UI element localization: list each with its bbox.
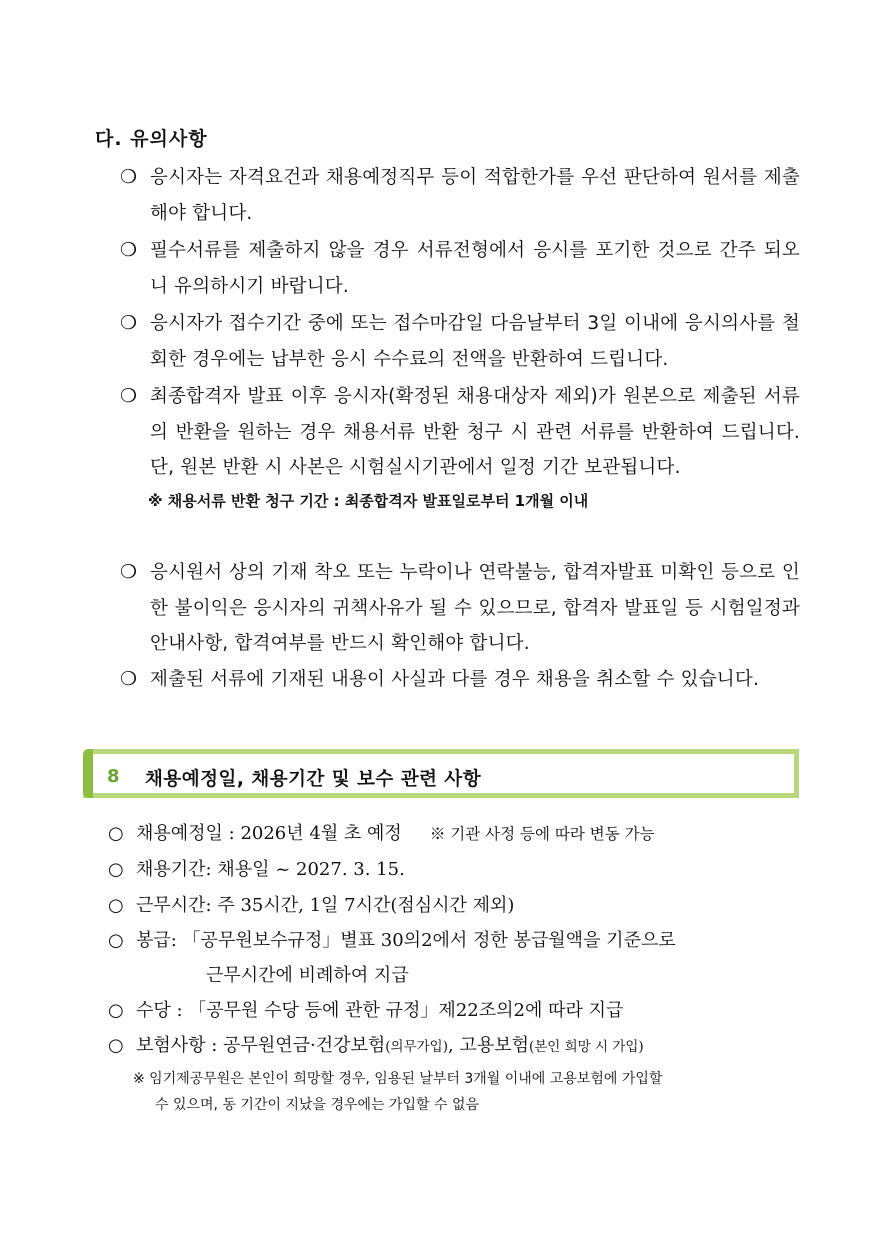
notice-text: 필수서류를 제출하지 않을 경우 서류전형에서 응시를 포기한 것으로 간주 되오니 유의하시기 바랍니다. xyxy=(150,240,800,297)
notice-item xyxy=(120,662,800,698)
notice-item xyxy=(120,555,800,662)
notice-subnote: ※ 채용서류 반환 청구 기간 : 최종합격자 발표일로부터 1개월 이내 xyxy=(148,491,589,510)
circle-bullet-icon: ○ xyxy=(108,859,124,880)
employment-date: 채용예정일 : 2026년 4월 초 예정 xyxy=(136,823,402,844)
working-hours: 근무시간: 주 35시간, 1일 7시간(점심시간 제외) xyxy=(136,895,515,916)
circle-bullet-icon: ○ xyxy=(108,1000,124,1021)
info-item-date xyxy=(108,816,803,852)
insurance-note xyxy=(133,1066,808,1118)
circle-bullet-icon: ○ xyxy=(108,930,124,951)
insurance-note-line-1: ※ 임기제공무원은 본인이 희망할 경우, 임용된 날부터 3개월 이내에 고용보험에 가입할 xyxy=(133,1071,663,1087)
notice-text: 제출된 서류에 기재된 내용이 사실과 다를 경우 채용을 취소할 수 있습니다. xyxy=(150,669,760,690)
notice-text: 응시자가 접수기간 중에 또는 접수마감일 다음날부터 3일 이내에 응시의사를 철회한 경우에는 납부한 응시 수수료의 전액을 반환하여 드립니다. xyxy=(150,313,800,370)
employment-date-note: ※ 기관 사정 등에 따라 변동 가능 xyxy=(429,825,655,843)
notice-text: 최종합격자 발표 이후 응시자(확정된 채용대상자 제외)가 원본으로 제출된 서류의 반환을 원하는 경우 채용서류 반환 청구 시 관련 서류를 반환하여 드립니다. 단, 원본 반환 시 사본은 시험실시기관에서 일정 기간 보관됩니다. xyxy=(150,386,800,478)
info-item-hours xyxy=(108,888,803,923)
insurance-mandatory: (의무가입) xyxy=(385,1039,448,1055)
allowance: 수당 : 「공무원 수당 등에 관한 규정」제22조의2에 따라 지급 xyxy=(136,1000,624,1021)
insurance-note-line-2: 수 있으며, 동 기간이 지났을 경우에는 가입할 수 없음 xyxy=(155,1097,480,1113)
pay-line-1: 봉급: 「공무원보수규정」별표 30의2에서 정한 봉급월액을 기준으로 xyxy=(136,930,676,951)
circle-bullet-icon: ❍ xyxy=(120,561,138,583)
employment-period: 채용기간: 채용일 ~ 2027. 3. 15. xyxy=(136,859,405,880)
insurance-optional: (본인 희망 시 가입) xyxy=(528,1039,644,1055)
circle-bullet-icon: ❍ xyxy=(120,166,138,188)
circle-bullet-icon: ❍ xyxy=(120,385,138,407)
notice-item xyxy=(120,233,800,304)
insurance-main: 보험사항 : 공무원연금·건강보험 xyxy=(136,1035,386,1056)
info-item-allowance xyxy=(108,993,803,1028)
circle-bullet-icon: ○ xyxy=(108,1035,124,1056)
circle-bullet-icon: ❍ xyxy=(120,668,138,690)
notice-item xyxy=(120,306,800,377)
notice-text: 응시자는 자격요건과 채용예정직무 등이 적합한가를 우선 판단하여 원서를 제출해야 합니다. xyxy=(150,167,800,224)
header-border-right xyxy=(794,749,799,793)
info-item-period xyxy=(108,852,803,887)
circle-bullet-icon: ❍ xyxy=(120,239,138,261)
circle-bullet-icon: ○ xyxy=(108,895,124,916)
notice-item xyxy=(120,160,800,231)
info-item-insurance xyxy=(108,1028,803,1065)
circle-bullet-icon: ○ xyxy=(108,823,124,844)
notice-item xyxy=(120,379,800,516)
pay-line-2: 근무시간에 비례하여 지급 xyxy=(206,965,409,986)
circle-bullet-icon: ❍ xyxy=(120,312,138,334)
section-heading: 다. 유의사항 xyxy=(95,128,208,150)
notice-text: 응시원서 상의 기재 착오 또는 누락이나 연락불능, 합격자발표 미확인 등으로 인한 불이익은 응시자의 귀책사유가 될 수 있으므로, 합격자 발표일 등 시험일정과 안내사항, 합격여부를 반드시 확인해야 합니다. xyxy=(150,562,800,654)
header-border-bottom xyxy=(83,793,799,798)
section-title: 채용예정일, 채용기간 및 보수 관련 사항 xyxy=(145,769,482,790)
header-accent-bar xyxy=(83,749,93,798)
insurance-employment: , 고용보험 xyxy=(447,1035,529,1056)
section-number: 8 xyxy=(107,766,120,787)
info-item-pay xyxy=(108,923,803,993)
section-header-box xyxy=(83,749,799,798)
